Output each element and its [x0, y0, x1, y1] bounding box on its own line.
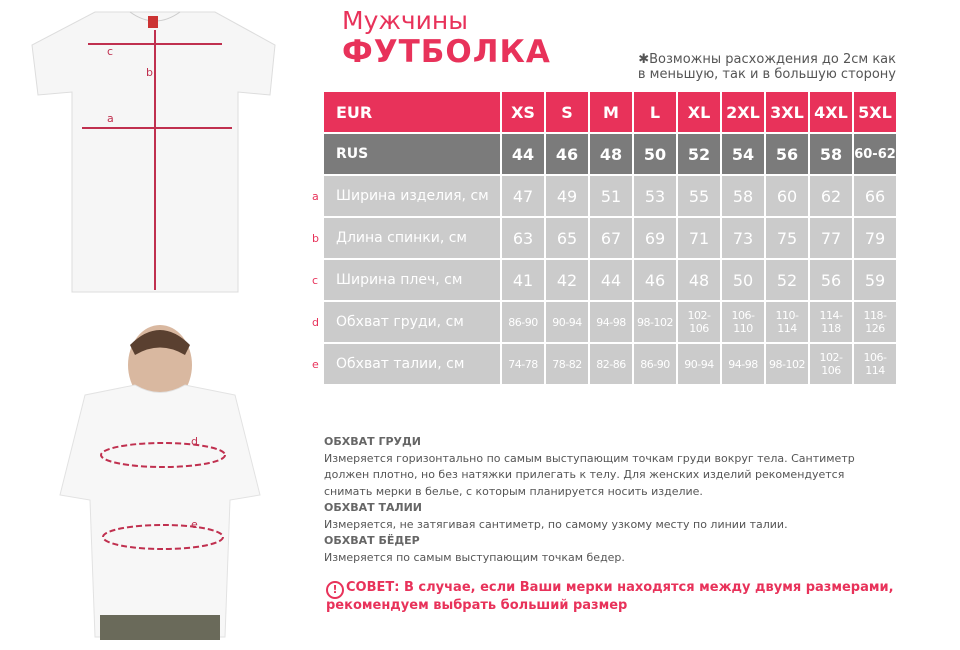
size-cell: 2XL — [722, 92, 764, 132]
tip-prefix: СОВЕТ: — [346, 580, 400, 595]
measurement-row — [324, 260, 896, 300]
tip — [326, 581, 896, 612]
value-cell: 69 — [634, 218, 676, 258]
row-letter: a — [312, 190, 319, 203]
size-cell: M — [590, 92, 632, 132]
value-cell: 98-102 — [634, 302, 676, 342]
measurement-label: Длина спинки, см — [324, 218, 500, 258]
measurement-description — [324, 434, 894, 566]
value-cell: 102-106 — [678, 302, 720, 342]
note-line: в меньшую, так и в большую сторону — [637, 67, 896, 82]
value-cell: 74-78 — [502, 344, 544, 384]
rus-row — [324, 134, 896, 174]
size-cell: 52 — [678, 134, 720, 174]
value-cell: 58 — [722, 176, 764, 216]
size-cell: 56 — [766, 134, 808, 174]
value-cell: 62 — [810, 176, 852, 216]
size-cell: XL — [678, 92, 720, 132]
measurement-label: Ширина плеч, см — [324, 260, 500, 300]
row-letter: e — [312, 358, 319, 371]
value-cell: 98-102 — [766, 344, 808, 384]
value-cell: 77 — [810, 218, 852, 258]
value-cell: 55 — [678, 176, 720, 216]
size-cell: 4XL — [810, 92, 852, 132]
note-line: ✱Возможны расхождения до 2см как — [638, 52, 896, 67]
value-cell: 71 — [678, 218, 720, 258]
size-cell: 5XL — [854, 92, 896, 132]
value-cell: 63 — [502, 218, 544, 258]
value-cell: 44 — [590, 260, 632, 300]
label-b: b — [146, 66, 153, 79]
size-cell: 3XL — [766, 92, 808, 132]
value-cell: 90-94 — [678, 344, 720, 384]
size-cell: 44 — [502, 134, 544, 174]
value-cell: 65 — [546, 218, 588, 258]
hips-title: ОБХВАТ БЁДЕР — [324, 534, 420, 547]
value-cell: 50 — [722, 260, 764, 300]
value-cell: 67 — [590, 218, 632, 258]
value-cell: 59 — [854, 260, 896, 300]
value-cell: 82-86 — [590, 344, 632, 384]
row-letter: d — [312, 316, 319, 329]
value-cell: 94-98 — [722, 344, 764, 384]
row-letter: b — [312, 232, 319, 245]
waist-text: Измеряется, не затягивая сантиметр, по самому узкому месту по линии талии. — [324, 517, 788, 531]
measurement-row — [324, 176, 896, 216]
value-cell: 73 — [722, 218, 764, 258]
value-cell: 49 — [546, 176, 588, 216]
product-title: ФУТБОЛКА — [342, 34, 551, 70]
value-cell: 60 — [766, 176, 808, 216]
size-cell: 58 — [810, 134, 852, 174]
measurement-row — [324, 218, 896, 258]
size-cell: 46 — [546, 134, 588, 174]
value-cell: 106-110 — [722, 302, 764, 342]
measurement-label: Обхват груди, см — [324, 302, 500, 342]
tolerance-note — [610, 52, 896, 82]
tshirt-diagram — [0, 0, 310, 310]
chest-title: ОБХВАТ ГРУДИ — [324, 435, 422, 448]
value-cell: 48 — [678, 260, 720, 300]
value-cell: 110-114 — [766, 302, 808, 342]
size-cell: XS — [502, 92, 544, 132]
size-cell: 54 — [722, 134, 764, 174]
value-cell: 51 — [590, 176, 632, 216]
label-d: d — [191, 435, 198, 448]
size-table — [322, 90, 898, 386]
measurement-row — [324, 302, 896, 342]
value-cell: 86-90 — [634, 344, 676, 384]
value-cell: 94-98 — [590, 302, 632, 342]
measurement-label: Ширина изделия, см — [324, 176, 500, 216]
value-cell: 42 — [546, 260, 588, 300]
eur-row — [324, 92, 896, 132]
value-cell: 114-118 — [810, 302, 852, 342]
hips-text: Измеряется по самым выступающим точкам бедер. — [324, 550, 625, 564]
value-cell: 53 — [634, 176, 676, 216]
value-cell: 118-126 — [854, 302, 896, 342]
measurement-label: Обхват талии, см — [324, 344, 500, 384]
size-cell: S — [546, 92, 588, 132]
row-letter: c — [312, 274, 319, 287]
exclamation-icon: ! — [326, 581, 344, 599]
value-cell: 46 — [634, 260, 676, 300]
size-cell: L — [634, 92, 676, 132]
eur-label: EUR — [324, 92, 500, 132]
value-cell: 106-114 — [854, 344, 896, 384]
value-cell: 102-106 — [810, 344, 852, 384]
size-cell: 50 — [634, 134, 676, 174]
label-a: a — [107, 112, 114, 125]
size-cell: 48 — [590, 134, 632, 174]
category-title: Мужчины — [342, 6, 468, 35]
size-cell: 60-62 — [854, 134, 896, 174]
value-cell: 66 — [854, 176, 896, 216]
model-photo — [55, 325, 265, 645]
value-cell: 47 — [502, 176, 544, 216]
label-c: c — [107, 45, 114, 58]
value-cell: 79 — [854, 218, 896, 258]
chest-text: Измеряется горизонтально по самым выступающим точкам груди вокруг тела. Сантиметр должен плотно, но без натяжки прилегать к телу. Для женских изделий рекомендуется снимать мерки в белье, с которым планируется носить изделие. — [324, 451, 855, 498]
value-cell: 75 — [766, 218, 808, 258]
waist-title: ОБХВАТ ТАЛИИ — [324, 501, 423, 514]
rus-label: RUS — [324, 134, 500, 174]
label-e: e — [191, 518, 198, 531]
tip-text: В случае, если Ваши мерки находятся между двумя размерами, рекомендуем выбрать больший размер — [326, 580, 894, 613]
value-cell: 78-82 — [546, 344, 588, 384]
measurement-row — [324, 344, 896, 384]
value-cell: 41 — [502, 260, 544, 300]
value-cell: 56 — [810, 260, 852, 300]
value-cell: 52 — [766, 260, 808, 300]
value-cell: 90-94 — [546, 302, 588, 342]
value-cell: 86-90 — [502, 302, 544, 342]
